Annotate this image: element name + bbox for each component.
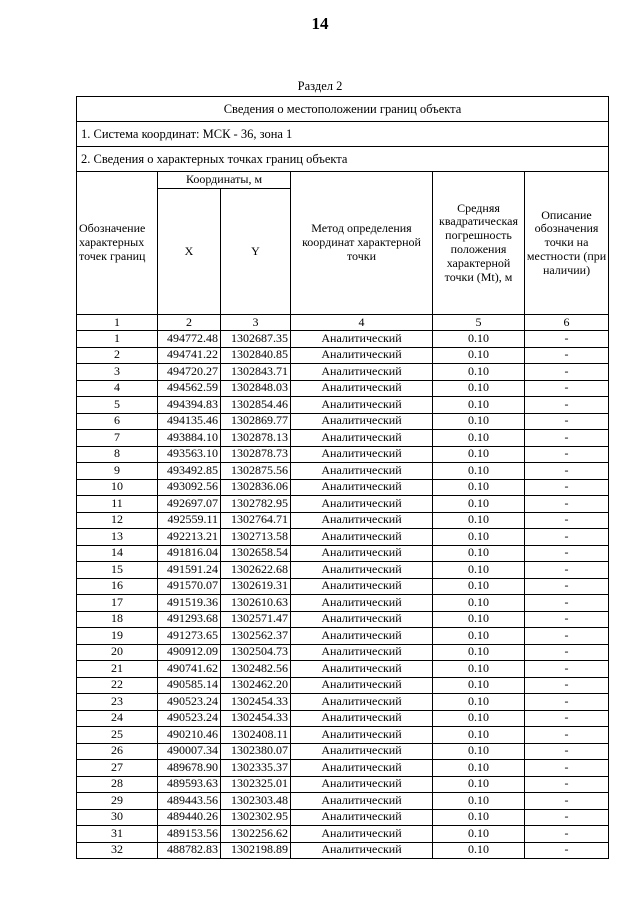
y-coordinate-cell: 1302843.71 — [221, 364, 291, 381]
point-number-cell: 7 — [77, 430, 158, 447]
column-number: 1 — [77, 315, 158, 331]
x-coordinate-cell: 490741.62 — [158, 661, 221, 678]
y-coordinate-cell: 1302198.89 — [221, 842, 291, 859]
column-number: 6 — [525, 315, 609, 331]
error-cell: 0.10 — [433, 628, 525, 645]
table-row — [77, 430, 609, 447]
error-cell: 0.10 — [433, 661, 525, 678]
y-coordinate-cell: 1302658.54 — [221, 545, 291, 562]
error-cell: 0.10 — [433, 479, 525, 496]
column-number: 4 — [291, 315, 433, 331]
y-coordinate-cell: 1302619.31 — [221, 578, 291, 595]
point-number-cell: 22 — [77, 677, 158, 694]
error-cell: 0.10 — [433, 611, 525, 628]
error-cell: 0.10 — [433, 578, 525, 595]
method-cell: Аналитический — [291, 661, 433, 678]
x-coordinate-cell: 490523.24 — [158, 694, 221, 711]
method-cell: Аналитический — [291, 595, 433, 612]
method-cell: Аналитический — [291, 611, 433, 628]
header-x: X — [158, 189, 221, 315]
x-coordinate-cell: 490585.14 — [158, 677, 221, 694]
method-cell: Аналитический — [291, 397, 433, 414]
method-cell: Аналитический — [291, 380, 433, 397]
method-cell: Аналитический — [291, 710, 433, 727]
method-cell: Аналитический — [291, 463, 433, 480]
table-row — [77, 397, 609, 414]
header-description: Описание обозначения точки на местности (при наличии) — [525, 172, 609, 315]
y-coordinate-cell: 1302454.33 — [221, 710, 291, 727]
x-coordinate-cell: 494720.27 — [158, 364, 221, 381]
x-coordinate-cell: 494135.46 — [158, 413, 221, 430]
x-coordinate-cell: 494741.22 — [158, 347, 221, 364]
y-coordinate-cell: 1302622.68 — [221, 562, 291, 579]
point-number-cell: 25 — [77, 727, 158, 744]
method-cell: Аналитический — [291, 512, 433, 529]
x-coordinate-cell: 494562.59 — [158, 380, 221, 397]
x-coordinate-cell: 491293.68 — [158, 611, 221, 628]
x-coordinate-cell: 491570.07 — [158, 578, 221, 595]
y-coordinate-cell: 1302848.03 — [221, 380, 291, 397]
table-row — [77, 776, 609, 793]
x-coordinate-cell: 490210.46 — [158, 727, 221, 744]
table-row — [77, 661, 609, 678]
table-row — [77, 727, 609, 744]
method-cell: Аналитический — [291, 743, 433, 760]
table-row — [77, 809, 609, 826]
method-cell: Аналитический — [291, 479, 433, 496]
point-number-cell: 17 — [77, 595, 158, 612]
method-cell: Аналитический — [291, 628, 433, 645]
y-coordinate-cell: 1302302.95 — [221, 809, 291, 826]
point-number-cell: 4 — [77, 380, 158, 397]
error-cell: 0.10 — [433, 842, 525, 859]
table-row — [77, 364, 609, 381]
description-cell: - — [525, 710, 609, 727]
error-cell: 0.10 — [433, 776, 525, 793]
y-coordinate-cell: 1302562.37 — [221, 628, 291, 645]
description-cell: - — [525, 677, 609, 694]
description-cell: - — [525, 578, 609, 595]
x-coordinate-cell: 492559.11 — [158, 512, 221, 529]
point-number-cell: 3 — [77, 364, 158, 381]
point-number-cell: 11 — [77, 496, 158, 513]
description-cell: - — [525, 760, 609, 777]
x-coordinate-cell: 490523.24 — [158, 710, 221, 727]
table-row — [77, 578, 609, 595]
point-number-cell: 15 — [77, 562, 158, 579]
table-row — [77, 380, 609, 397]
method-cell: Аналитический — [291, 644, 433, 661]
x-coordinate-cell: 489678.90 — [158, 760, 221, 777]
x-coordinate-cell: 492213.21 — [158, 529, 221, 546]
point-number-cell: 12 — [77, 512, 158, 529]
description-cell: - — [525, 826, 609, 843]
y-coordinate-cell: 1302854.46 — [221, 397, 291, 414]
table-row — [77, 512, 609, 529]
description-cell: - — [525, 331, 609, 348]
error-cell: 0.10 — [433, 430, 525, 447]
x-coordinate-cell: 491591.24 — [158, 562, 221, 579]
x-coordinate-cell: 492697.07 — [158, 496, 221, 513]
error-cell: 0.10 — [433, 347, 525, 364]
x-coordinate-cell: 488782.83 — [158, 842, 221, 859]
method-cell: Аналитический — [291, 413, 433, 430]
method-cell: Аналитический — [291, 430, 433, 447]
table-row — [77, 479, 609, 496]
header-error: Средняя квадратическая погрешность положения характерной точки (Mt), м — [433, 172, 525, 315]
description-cell: - — [525, 628, 609, 645]
y-coordinate-cell: 1302878.73 — [221, 446, 291, 463]
error-cell: 0.10 — [433, 364, 525, 381]
error-cell: 0.10 — [433, 331, 525, 348]
table-row — [77, 628, 609, 645]
y-coordinate-cell: 1302325.01 — [221, 776, 291, 793]
x-coordinate-cell: 491816.04 — [158, 545, 221, 562]
description-cell: - — [525, 512, 609, 529]
error-cell: 0.10 — [433, 793, 525, 810]
table-row — [77, 331, 609, 348]
table-row — [77, 529, 609, 546]
description-cell: - — [525, 380, 609, 397]
table-row — [77, 710, 609, 727]
x-coordinate-cell: 494394.83 — [158, 397, 221, 414]
point-number-cell: 23 — [77, 694, 158, 711]
x-coordinate-cell: 490007.34 — [158, 743, 221, 760]
x-coordinate-cell: 489593.63 — [158, 776, 221, 793]
table-row — [77, 413, 609, 430]
section-title: Раздел 2 — [297, 79, 343, 93]
error-cell: 0.10 — [433, 595, 525, 612]
table-row — [77, 842, 609, 859]
description-cell: - — [525, 529, 609, 546]
column-number: 2 — [158, 315, 221, 331]
point-number-cell: 27 — [77, 760, 158, 777]
description-cell: - — [525, 595, 609, 612]
point-number-cell: 31 — [77, 826, 158, 843]
description-cell: - — [525, 644, 609, 661]
y-coordinate-cell: 1302782.95 — [221, 496, 291, 513]
table-row — [77, 793, 609, 810]
y-coordinate-cell: 1302462.20 — [221, 677, 291, 694]
page-number: 14 — [311, 14, 329, 33]
description-cell: - — [525, 364, 609, 381]
y-coordinate-cell: 1302335.37 — [221, 760, 291, 777]
y-coordinate-cell: 1302764.71 — [221, 512, 291, 529]
description-cell: - — [525, 793, 609, 810]
error-cell: 0.10 — [433, 529, 525, 546]
y-coordinate-cell: 1302610.63 — [221, 595, 291, 612]
method-cell: Аналитический — [291, 677, 433, 694]
method-cell: Аналитический — [291, 562, 433, 579]
error-cell: 0.10 — [433, 463, 525, 480]
table-row — [77, 562, 609, 579]
table-row — [77, 496, 609, 513]
x-coordinate-cell: 491273.65 — [158, 628, 221, 645]
error-cell: 0.10 — [433, 380, 525, 397]
method-cell: Аналитический — [291, 694, 433, 711]
method-cell: Аналитический — [291, 842, 433, 859]
description-cell: - — [525, 463, 609, 480]
error-cell: 0.10 — [433, 496, 525, 513]
method-cell: Аналитический — [291, 496, 433, 513]
description-cell: - — [525, 809, 609, 826]
error-cell: 0.10 — [433, 562, 525, 579]
error-cell: 0.10 — [433, 727, 525, 744]
point-number-cell: 19 — [77, 628, 158, 645]
point-number-cell: 29 — [77, 793, 158, 810]
error-cell: 0.10 — [433, 694, 525, 711]
point-number-cell: 6 — [77, 413, 158, 430]
description-cell: - — [525, 479, 609, 496]
description-cell: - — [525, 776, 609, 793]
error-cell: 0.10 — [433, 826, 525, 843]
method-cell: Аналитический — [291, 760, 433, 777]
table-row — [77, 644, 609, 661]
point-number-cell: 13 — [77, 529, 158, 546]
method-cell: Аналитический — [291, 364, 433, 381]
description-cell: - — [525, 347, 609, 364]
point-number-cell: 18 — [77, 611, 158, 628]
description-cell: - — [525, 743, 609, 760]
x-coordinate-cell: 493092.56 — [158, 479, 221, 496]
error-cell: 0.10 — [433, 710, 525, 727]
table-row — [77, 347, 609, 364]
method-cell: Аналитический — [291, 727, 433, 744]
y-coordinate-cell: 1302303.48 — [221, 793, 291, 810]
point-number-cell: 1 — [77, 331, 158, 348]
point-number-cell: 26 — [77, 743, 158, 760]
x-coordinate-cell: 489153.56 — [158, 826, 221, 843]
description-cell: - — [525, 413, 609, 430]
description-cell: - — [525, 446, 609, 463]
method-cell: Аналитический — [291, 826, 433, 843]
error-cell: 0.10 — [433, 446, 525, 463]
point-number-cell: 16 — [77, 578, 158, 595]
point-number-cell: 21 — [77, 661, 158, 678]
table-row — [77, 694, 609, 711]
header-y: Y — [221, 189, 291, 315]
x-coordinate-cell: 493884.10 — [158, 430, 221, 447]
error-cell: 0.10 — [433, 677, 525, 694]
y-coordinate-cell: 1302869.77 — [221, 413, 291, 430]
table-row — [77, 446, 609, 463]
error-cell: 0.10 — [433, 512, 525, 529]
table-row — [77, 463, 609, 480]
column-number: 5 — [433, 315, 525, 331]
error-cell: 0.10 — [433, 809, 525, 826]
method-cell: Аналитический — [291, 776, 433, 793]
error-cell: 0.10 — [433, 644, 525, 661]
point-number-cell: 28 — [77, 776, 158, 793]
description-cell: - — [525, 661, 609, 678]
y-coordinate-cell: 1302875.56 — [221, 463, 291, 480]
boundary-points-table — [76, 96, 609, 859]
header-method: Метод определения координат характерной точки — [291, 172, 433, 315]
coordinate-system: 1. Система координат: МСК - 36, зона 1 — [77, 122, 609, 147]
description-cell: - — [525, 430, 609, 447]
x-coordinate-cell: 490912.09 — [158, 644, 221, 661]
x-coordinate-cell: 493563.10 — [158, 446, 221, 463]
table-row — [77, 760, 609, 777]
table-row — [77, 595, 609, 612]
error-cell: 0.10 — [433, 397, 525, 414]
description-cell: - — [525, 611, 609, 628]
method-cell: Аналитический — [291, 578, 433, 595]
table-row — [77, 611, 609, 628]
description-cell: - — [525, 727, 609, 744]
x-coordinate-cell: 494772.48 — [158, 331, 221, 348]
description-cell: - — [525, 496, 609, 513]
y-coordinate-cell: 1302408.11 — [221, 727, 291, 744]
description-cell: - — [525, 397, 609, 414]
points-heading: 2. Сведения о характерных точках границ объекта — [77, 147, 609, 172]
error-cell: 0.10 — [433, 545, 525, 562]
column-number: 3 — [221, 315, 291, 331]
y-coordinate-cell: 1302713.58 — [221, 529, 291, 546]
point-number-cell: 32 — [77, 842, 158, 859]
point-number-cell: 30 — [77, 809, 158, 826]
y-coordinate-cell: 1302454.33 — [221, 694, 291, 711]
description-cell: - — [525, 545, 609, 562]
method-cell: Аналитический — [291, 545, 433, 562]
y-coordinate-cell: 1302380.07 — [221, 743, 291, 760]
x-coordinate-cell: 489443.56 — [158, 793, 221, 810]
y-coordinate-cell: 1302504.73 — [221, 644, 291, 661]
description-cell: - — [525, 694, 609, 711]
method-cell: Аналитический — [291, 331, 433, 348]
method-cell: Аналитический — [291, 446, 433, 463]
y-coordinate-cell: 1302840.85 — [221, 347, 291, 364]
y-coordinate-cell: 1302256.62 — [221, 826, 291, 843]
description-cell: - — [525, 562, 609, 579]
point-number-cell: 8 — [77, 446, 158, 463]
y-coordinate-cell: 1302836.06 — [221, 479, 291, 496]
error-cell: 0.10 — [433, 760, 525, 777]
table-row — [77, 677, 609, 694]
point-number-cell: 2 — [77, 347, 158, 364]
method-cell: Аналитический — [291, 793, 433, 810]
point-number-cell: 9 — [77, 463, 158, 480]
y-coordinate-cell: 1302878.13 — [221, 430, 291, 447]
y-coordinate-cell: 1302687.35 — [221, 331, 291, 348]
table-title: Сведения о местоположении границ объекта — [77, 97, 609, 122]
y-coordinate-cell: 1302482.56 — [221, 661, 291, 678]
header-designation: Обозначение характерных точек границ — [77, 172, 158, 315]
point-number-cell: 20 — [77, 644, 158, 661]
method-cell: Аналитический — [291, 809, 433, 826]
table-row — [77, 826, 609, 843]
table-row — [77, 545, 609, 562]
point-number-cell: 24 — [77, 710, 158, 727]
method-cell: Аналитический — [291, 529, 433, 546]
table-row — [77, 743, 609, 760]
error-cell: 0.10 — [433, 743, 525, 760]
x-coordinate-cell: 493492.85 — [158, 463, 221, 480]
y-coordinate-cell: 1302571.47 — [221, 611, 291, 628]
error-cell: 0.10 — [433, 413, 525, 430]
description-cell: - — [525, 842, 609, 859]
point-number-cell: 14 — [77, 545, 158, 562]
point-number-cell: 5 — [77, 397, 158, 414]
method-cell: Аналитический — [291, 347, 433, 364]
x-coordinate-cell: 491519.36 — [158, 595, 221, 612]
header-coordinates: Координаты, м — [158, 172, 291, 189]
x-coordinate-cell: 489440.26 — [158, 809, 221, 826]
point-number-cell: 10 — [77, 479, 158, 496]
